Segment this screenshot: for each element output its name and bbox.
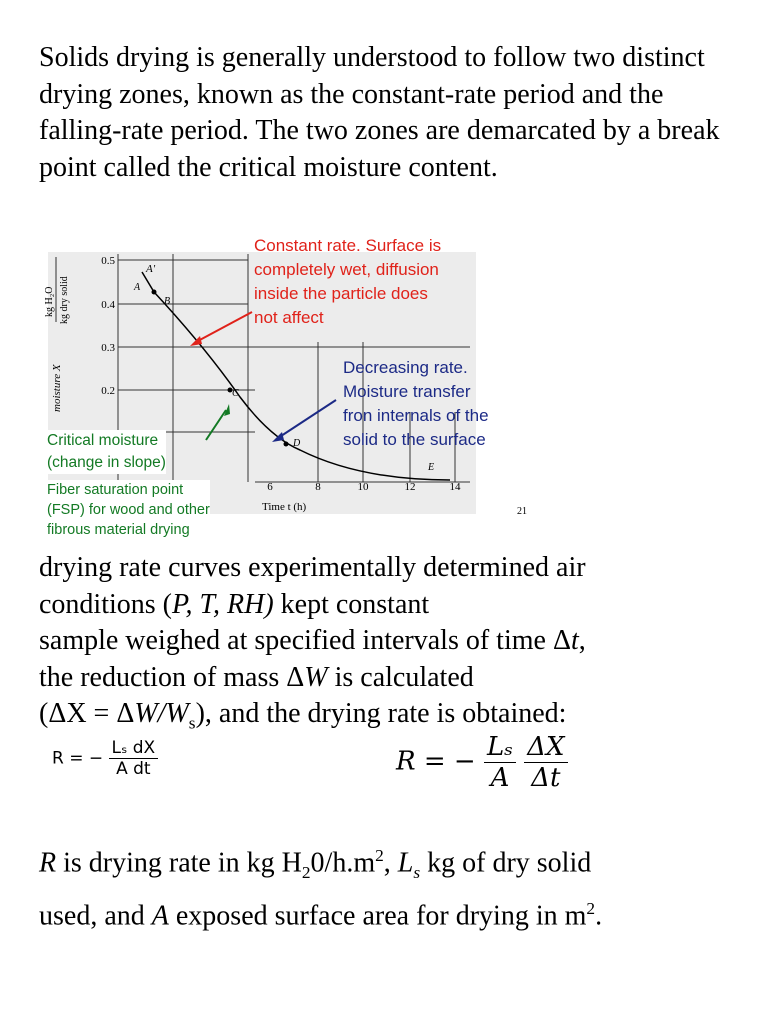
- x-tick-12: 12: [404, 481, 416, 493]
- eq-left-denominator: A dt: [116, 759, 151, 779]
- x-tick-8: 8: [315, 481, 321, 493]
- point-B: [152, 290, 157, 295]
- label-B: B: [164, 296, 171, 307]
- intro-paragraph: Solids drying is generally understood to follow two distinct drying zones, known as the constant-rate period and the falling-rate period. The two zones are demarcated by a break point called the critical moisture content.: [39, 42, 720, 183]
- eq-left-lhs: R = −: [52, 748, 104, 769]
- y-tick-0-4: 0.4: [101, 299, 115, 311]
- method-line-5: $(\Delta X = \Delta W/W_s)$, and the drying rate is obtained:: [39, 698, 567, 733]
- y-axis-label: moisture X: [51, 364, 63, 412]
- method-line-1: drying rate curves experimentally determined air: [39, 552, 586, 583]
- decreasing-rate-annotation: Decreasing rate. Moisture transfer fron internals of the solid to the surface: [343, 358, 489, 449]
- fsp-annotation: Fiber saturation point (FSP) for wood and other fibrous material drying: [47, 482, 210, 538]
- y-tick-0-2: 0.2: [101, 385, 115, 397]
- eq-right-num-1: Lₛ: [484, 732, 516, 763]
- slide-page-number: 21: [517, 506, 527, 517]
- method-line-4: the reduction of mass ΔW is calculated: [39, 661, 474, 693]
- x-axis-label: Time t (h): [262, 501, 307, 513]
- x-tick-14: 14: [449, 481, 461, 493]
- equation-finite-difference: [396, 732, 568, 793]
- label-A: A: [134, 282, 141, 293]
- eq-right-den-2: Δt: [531, 763, 561, 793]
- y-axis-unit-den: kg dry solid: [59, 276, 70, 324]
- equation-differential: [52, 738, 158, 779]
- eq-right-lhs: R = −: [396, 746, 476, 777]
- method-line-2: conditions (P, T, RH) kept constant: [39, 588, 430, 620]
- method-paragraph: [39, 550, 749, 742]
- point-D: [284, 442, 289, 447]
- label-C: C: [232, 388, 239, 399]
- critical-moisture-annotation: Critical moisture (change in slope): [47, 430, 166, 474]
- label-A-prime: A': [146, 263, 156, 275]
- eq-right-num-2: ΔX: [524, 732, 567, 763]
- x-tick-10: 10: [357, 481, 369, 493]
- x-tick-6: 6: [267, 481, 273, 493]
- label-E: E: [428, 462, 435, 473]
- constant-rate-annotation: Constant rate. Surface is completely wet, diffusion inside the particle does not affect: [254, 236, 442, 327]
- y-tick-0-3: 0.3: [101, 342, 115, 354]
- definitions-paragraph: [39, 838, 739, 935]
- definitions-line-1: R is drying rate in kg $H_20/h.m^2$, $L_s$ kg of dry solid: [39, 846, 592, 882]
- drying-curve-figure: [30, 232, 540, 544]
- method-line-3: sample weighed at specified intervals of time Δt,: [39, 625, 586, 656]
- eq-left-numerator: Lₛ dX: [109, 738, 159, 759]
- eq-right-den-1: A: [490, 763, 510, 793]
- y-axis-unit-num: kg H₂O: [44, 286, 55, 317]
- y-tick-0-5: 0.5: [101, 255, 115, 267]
- definitions-line-2: used, and A exposed surface area for drying in $m^2$.: [39, 899, 603, 932]
- label-D: D: [293, 438, 301, 449]
